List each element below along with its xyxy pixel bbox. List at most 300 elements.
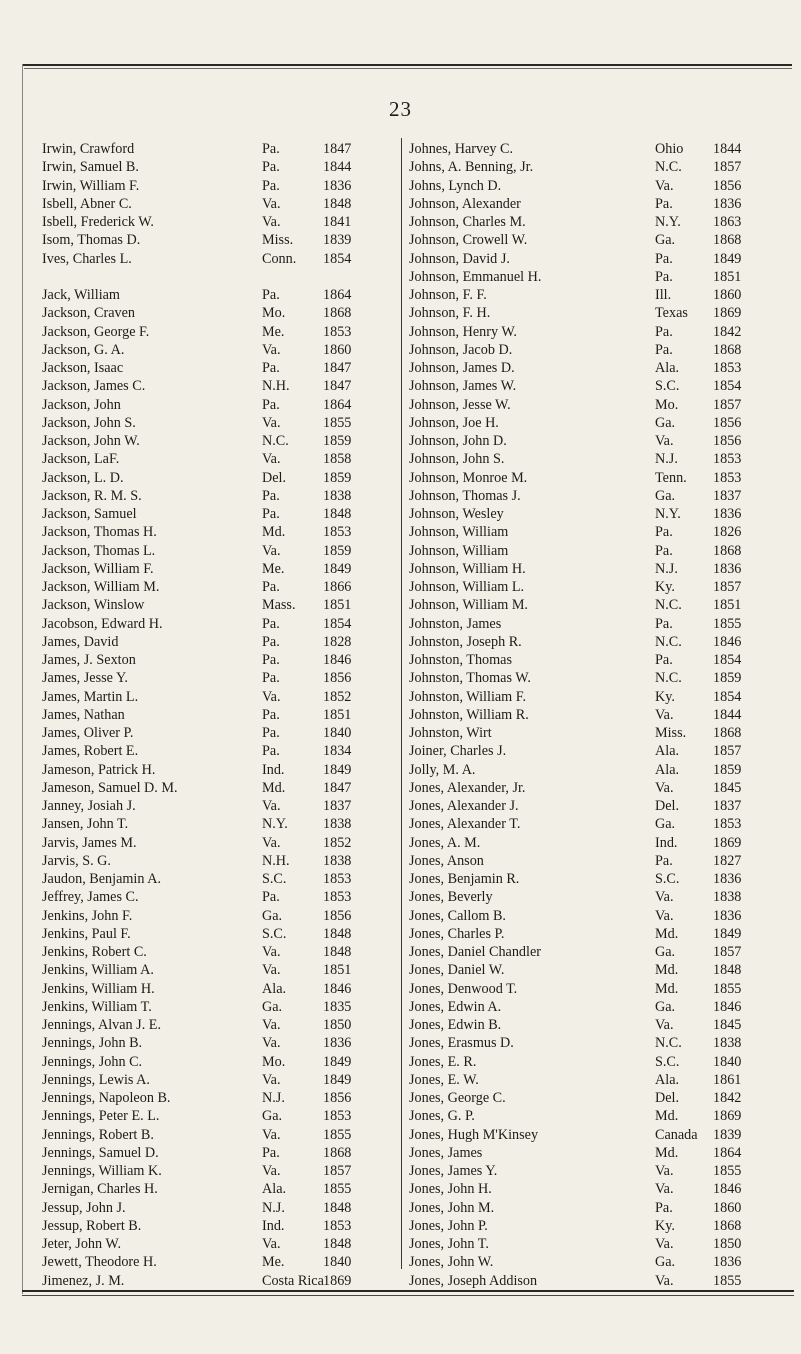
entry-year: 1868 xyxy=(713,1217,742,1234)
entry-name: Jewett, Theodore H. xyxy=(42,1254,157,1271)
entry-name: Jarvis, James M. xyxy=(42,834,137,851)
entry-row xyxy=(409,1034,781,1052)
entry-state: Pa. xyxy=(262,287,280,303)
entry-name: Johnson, F. F. xyxy=(409,287,487,303)
entry-name: Johnston, Joseph R. xyxy=(409,633,522,650)
entry-year: 1849 xyxy=(713,925,742,942)
entry-name: Jennings, Napoleon B. xyxy=(42,1090,171,1106)
entry-year: 1837 xyxy=(713,487,742,504)
entry-state: Pa. xyxy=(655,268,673,285)
entry-year: 1840 xyxy=(323,725,352,741)
entry-row xyxy=(42,761,394,779)
entry-row xyxy=(409,140,781,158)
entry-row xyxy=(42,1162,394,1180)
entry-state: Del. xyxy=(655,798,680,814)
entry-name: James, J. Sexton xyxy=(42,652,136,668)
entry-year: 1848 xyxy=(323,506,352,522)
entry-state: Pa. xyxy=(262,396,280,413)
entry-name: Jaudon, Benjamin A. xyxy=(42,871,162,887)
entry-row xyxy=(42,779,394,797)
entry-name: Johnson, Henry W. xyxy=(409,323,517,340)
entry-year: 1850 xyxy=(713,1236,742,1252)
entry-state: Va. xyxy=(262,341,281,358)
entry-year: 1869 xyxy=(713,834,742,851)
entry-row xyxy=(409,761,781,779)
entry-year: 1839 xyxy=(713,1126,742,1143)
entry-row xyxy=(409,414,781,432)
entry-name: Jackson, Winslow xyxy=(42,597,145,614)
entry-row xyxy=(409,505,781,523)
entry-name: Isom, Thomas D. xyxy=(42,232,141,249)
entry-year: 1868 xyxy=(713,232,742,249)
entry-name: Irwin, Samuel B. xyxy=(42,159,139,176)
entry-year: 1851 xyxy=(713,268,742,285)
entry-year: 1836 xyxy=(713,1254,742,1271)
entry-year: 1856 xyxy=(713,433,742,449)
entry-name: Jones, A. M. xyxy=(409,834,481,851)
entry-state: Pa. xyxy=(655,323,673,340)
entry-state: Miss. xyxy=(655,725,687,741)
entry-year: 1838 xyxy=(323,487,352,504)
entry-name: James, Martin L. xyxy=(42,688,139,705)
entry-name: Jones, Erasmus D. xyxy=(409,1035,514,1052)
entry-state: Ga. xyxy=(262,998,283,1015)
entry-name: Jarvis, S. G. xyxy=(42,852,111,869)
entry-row xyxy=(42,1107,394,1125)
entry-row xyxy=(409,1144,781,1162)
entry-year: 1854 xyxy=(713,378,742,395)
entry-name: Jackson, George F. xyxy=(42,323,150,340)
entry-state: Me. xyxy=(262,560,285,577)
entry-year: 1864 xyxy=(323,287,352,303)
entry-state: Pa. xyxy=(262,706,280,723)
entry-name: Jones, Denwood T. xyxy=(409,980,518,997)
entry-name: Jackson, John xyxy=(42,396,121,413)
entry-year: 1836 xyxy=(713,506,742,522)
entry-name: Johnson, Wesley xyxy=(409,506,504,522)
entry-row xyxy=(409,231,781,249)
entry-name: Jackson, Isaac xyxy=(42,360,124,376)
entry-year: 1828 xyxy=(323,633,352,650)
entry-name: Jones, Edwin A. xyxy=(409,998,502,1015)
entry-name: Jackson, William F. xyxy=(42,560,154,577)
entry-name: Jennings, Peter E. L. xyxy=(42,1108,160,1125)
entry-year: 1844 xyxy=(323,159,352,176)
entry-year: 1836 xyxy=(323,1035,352,1052)
entry-row xyxy=(42,377,394,395)
entry-row xyxy=(42,1071,394,1089)
entry-row xyxy=(42,998,394,1016)
entry-year: 1855 xyxy=(713,980,742,997)
entry-year: 1855 xyxy=(323,1181,352,1198)
entry-state: Pa. xyxy=(655,250,673,267)
entry-name: Johnson, Jacob D. xyxy=(409,341,513,358)
entry-row xyxy=(42,414,394,432)
entry-year: 1835 xyxy=(323,998,352,1015)
entry-year: 1842 xyxy=(713,323,742,340)
entry-name: Jones, G. P. xyxy=(409,1108,475,1125)
entry-name: Jones, Anson xyxy=(409,852,484,869)
entry-state: Md. xyxy=(655,980,679,997)
entry-year: 1839 xyxy=(323,232,352,249)
entry-state: Me. xyxy=(262,323,285,340)
entry-row xyxy=(409,213,781,231)
entry-state: Pa. xyxy=(262,159,280,176)
entry-row xyxy=(409,304,781,322)
right-column xyxy=(409,140,781,1290)
entry-name: Irwin, William F. xyxy=(42,177,140,194)
entry-row xyxy=(42,213,394,231)
entry-row xyxy=(409,542,781,560)
entry-name: Jernigan, Charles H. xyxy=(42,1181,158,1198)
entry-row xyxy=(42,1126,394,1144)
entry-name: Jansen, John T. xyxy=(42,816,129,833)
entry-row xyxy=(42,1253,394,1271)
entry-state: Pa. xyxy=(262,725,280,741)
entry-row xyxy=(409,578,781,596)
entry-row xyxy=(42,852,394,870)
entry-year: 1853 xyxy=(323,889,352,906)
entry-year: 1841 xyxy=(323,214,352,230)
entry-year: 1858 xyxy=(323,451,352,468)
entry-row xyxy=(409,888,781,906)
entry-row xyxy=(409,560,781,578)
entry-row xyxy=(42,888,394,906)
entry-row xyxy=(42,797,394,815)
entry-name: Jackson, LaF. xyxy=(42,451,120,468)
entry-year: 1850 xyxy=(323,1017,352,1033)
entry-row xyxy=(409,870,781,888)
entry-row xyxy=(409,195,781,213)
entry-name: Jones, Alexander J. xyxy=(409,798,519,814)
entry-name: Jones, E. R. xyxy=(409,1053,477,1070)
entry-name: Jennings, Samuel D. xyxy=(42,1144,159,1161)
entry-year: 1863 xyxy=(713,214,742,230)
entry-year: 1848 xyxy=(713,962,742,979)
entry-year: 1854 xyxy=(713,652,742,668)
entry-name: Johns, A. Benning, Jr. xyxy=(409,159,534,176)
entry-year: 1849 xyxy=(323,560,352,577)
entry-row xyxy=(42,1144,394,1162)
entry-year: 1855 xyxy=(713,1272,742,1289)
entry-name: Jenkins, Robert C. xyxy=(42,944,147,960)
entry-year: 1853 xyxy=(323,1217,352,1234)
entry-name: Jones, Alexander T. xyxy=(409,816,521,833)
entry-state: Va. xyxy=(262,1035,281,1052)
entry-state: S.C. xyxy=(655,1053,680,1070)
entry-row xyxy=(42,286,394,304)
entry-name: Jackson, Samuel xyxy=(42,506,137,522)
entry-year: 1857 xyxy=(713,944,742,960)
entry-row xyxy=(42,1272,394,1290)
entry-state: Canada xyxy=(655,1126,698,1143)
entry-name: James, Robert E. xyxy=(42,743,139,760)
entry-year: 1856 xyxy=(713,177,742,194)
entry-year: 1849 xyxy=(713,250,742,267)
entry-state: Pa. xyxy=(262,487,280,504)
entry-row xyxy=(409,1053,781,1071)
entry-state: Miss. xyxy=(262,232,294,249)
entry-row xyxy=(409,268,781,286)
entry-state: Md. xyxy=(262,524,286,541)
entry-state: Pa. xyxy=(655,852,673,869)
entry-state: Pa. xyxy=(655,341,673,358)
entry-state: Pa. xyxy=(262,615,280,632)
entry-state: Pa. xyxy=(262,1144,280,1161)
entry-state: Mo. xyxy=(655,396,679,413)
entry-state: Ala. xyxy=(655,360,680,376)
entry-name: Jones, Edwin B. xyxy=(409,1017,502,1033)
entry-name: Johnson, William xyxy=(409,524,509,541)
entry-state: Md. xyxy=(262,779,286,796)
entry-name: Jones, George C. xyxy=(409,1090,506,1106)
entry-name: Jenkins, William A. xyxy=(42,962,154,979)
entry-year: 1838 xyxy=(323,816,352,833)
entry-name: Jones, Benjamin R. xyxy=(409,871,520,887)
entry-name: Johnson, Charles M. xyxy=(409,214,526,230)
entry-year: 1853 xyxy=(323,323,352,340)
entry-name: Jeffrey, James C. xyxy=(42,889,139,906)
bottom-border-rule xyxy=(22,1290,794,1292)
entry-state: Va. xyxy=(262,214,281,230)
entry-state: Va. xyxy=(262,195,281,212)
entry-state: Md. xyxy=(655,962,679,979)
entry-row xyxy=(409,834,781,852)
top-border-rule-inner xyxy=(24,68,792,69)
entry-state: Md. xyxy=(655,1108,679,1125)
entry-row xyxy=(409,341,781,359)
entry-year: 1827 xyxy=(713,852,742,869)
entry-state: N.C. xyxy=(655,1035,682,1052)
entry-year: 1846 xyxy=(323,652,352,668)
entry-name: Johnson, James D. xyxy=(409,360,515,376)
entry-row xyxy=(42,633,394,651)
entry-year: 1836 xyxy=(323,177,352,194)
entry-name: Johnson, Emmanuel H. xyxy=(409,268,542,285)
entry-year: 1857 xyxy=(323,1163,352,1179)
entry-state: S.C. xyxy=(262,871,287,887)
entry-year: 1854 xyxy=(323,250,352,267)
entry-name: Johnson, Crowell W. xyxy=(409,232,528,249)
entry-year: 1854 xyxy=(713,688,742,705)
entry-row xyxy=(409,980,781,998)
entry-year: 1859 xyxy=(323,542,352,559)
entry-state: Ga. xyxy=(655,998,676,1015)
entry-state: N.C. xyxy=(655,670,682,687)
entry-year: 1866 xyxy=(323,579,352,595)
entry-row xyxy=(42,651,394,669)
entry-state: Del. xyxy=(262,469,287,486)
entry-state: Ala. xyxy=(655,1071,680,1088)
entry-state: Ga. xyxy=(262,1108,283,1125)
entry-state: Va. xyxy=(655,1181,674,1198)
entry-name: Jackson, R. M. S. xyxy=(42,487,142,504)
entry-state: Del. xyxy=(655,1090,680,1106)
entry-row xyxy=(409,669,781,687)
entry-name: Jolly, M. A. xyxy=(409,761,476,778)
entry-row xyxy=(409,907,781,925)
column-divider xyxy=(401,138,402,1269)
entry-year: 1844 xyxy=(713,706,742,723)
entry-state: S.C. xyxy=(262,925,287,942)
entry-year: 1847 xyxy=(323,141,352,157)
entry-state: Ill. xyxy=(655,287,672,303)
entry-row xyxy=(409,1071,781,1089)
entry-state: Va. xyxy=(262,1236,281,1252)
entry-row xyxy=(409,1217,781,1235)
entry-year: 1855 xyxy=(323,1126,352,1143)
entry-row xyxy=(42,1016,394,1034)
entry-name: Jenkins, William H. xyxy=(42,980,155,997)
entry-state: N.J. xyxy=(262,1090,285,1106)
entry-state: Md. xyxy=(655,925,679,942)
entry-state: Va. xyxy=(262,834,281,851)
entry-state: Va. xyxy=(262,688,281,705)
entry-row xyxy=(42,140,394,158)
entry-row xyxy=(409,779,781,797)
entry-row xyxy=(42,359,394,377)
entry-row xyxy=(42,542,394,560)
entry-year: 1826 xyxy=(713,524,742,541)
entry-state: Va. xyxy=(262,542,281,559)
entry-year: 1851 xyxy=(323,962,352,979)
entry-row xyxy=(42,1199,394,1217)
entry-name: Johnson, William L. xyxy=(409,579,525,595)
entry-state: Texas xyxy=(655,305,688,322)
entry-state: Pa. xyxy=(655,615,673,632)
entry-year: 1864 xyxy=(323,396,352,413)
entry-name: Johnson, Joe H. xyxy=(409,414,499,431)
entry-name: Jenkins, Paul F. xyxy=(42,925,131,942)
entry-row xyxy=(42,706,394,724)
entry-name: Jones, John H. xyxy=(409,1181,492,1198)
entry-name: Jessup, Robert B. xyxy=(42,1217,142,1234)
entry-state: Mo. xyxy=(262,1053,286,1070)
entry-row xyxy=(409,742,781,760)
entry-name: Jackson, G. A. xyxy=(42,341,125,358)
entry-state: Va. xyxy=(262,1017,281,1033)
entry-name: James, David xyxy=(42,633,119,650)
entry-state: Ga. xyxy=(655,414,676,431)
entry-year: 1853 xyxy=(713,360,742,376)
entry-row xyxy=(42,1089,394,1107)
entry-row xyxy=(409,377,781,395)
entry-row xyxy=(409,323,781,341)
entry-name: Jenkins, William T. xyxy=(42,998,152,1015)
entry-year: 1846 xyxy=(713,633,742,650)
entry-name: Johnston, Thomas xyxy=(409,652,512,668)
entry-row xyxy=(409,943,781,961)
entry-year: 1836 xyxy=(713,560,742,577)
entry-row xyxy=(42,961,394,979)
entry-row xyxy=(409,998,781,1016)
entry-state: Va. xyxy=(655,177,674,194)
entry-name: Jones, Beverly xyxy=(409,889,493,906)
entry-state: Va. xyxy=(262,944,281,960)
entry-year: 1849 xyxy=(323,1071,352,1088)
entry-row xyxy=(409,724,781,742)
entry-state: Va. xyxy=(655,706,674,723)
entry-name: Jones, John T. xyxy=(409,1236,489,1252)
entry-name: Jones, Daniel W. xyxy=(409,962,505,979)
entry-name: Jackson, L. D. xyxy=(42,469,124,486)
entry-name: Ives, Charles L. xyxy=(42,250,132,267)
entry-year: 1840 xyxy=(713,1053,742,1070)
entry-row xyxy=(42,195,394,213)
entry-row xyxy=(409,1180,781,1198)
entry-year: 1840 xyxy=(323,1254,352,1271)
entry-name: Jameson, Samuel D. M. xyxy=(42,779,178,796)
entry-name: Jennings, Robert B. xyxy=(42,1126,154,1143)
entry-year: 1868 xyxy=(323,1144,352,1161)
entry-year: 1856 xyxy=(713,414,742,431)
entry-row xyxy=(42,1217,394,1235)
entry-state: Va. xyxy=(262,414,281,431)
entry-year: 1856 xyxy=(323,1090,352,1106)
entry-row xyxy=(42,250,394,268)
entry-row xyxy=(409,1016,781,1034)
entry-state: Va. xyxy=(262,1163,281,1179)
entry-state: Ala. xyxy=(262,1181,287,1198)
entry-state: N.J. xyxy=(262,1199,285,1216)
entry-name: Johnston, Thomas W. xyxy=(409,670,531,687)
entry-row xyxy=(409,596,781,614)
entry-state: Pa. xyxy=(262,141,280,157)
bottom-border-rule-inner xyxy=(22,1295,794,1296)
entry-row xyxy=(409,1199,781,1217)
entry-state: Va. xyxy=(655,1272,674,1289)
entry-state: N.C. xyxy=(655,633,682,650)
entry-year: 1838 xyxy=(713,889,742,906)
entry-year: 1853 xyxy=(323,871,352,887)
entry-name: Jones, Alexander, Jr. xyxy=(409,779,526,796)
entry-state: Ga. xyxy=(655,1254,676,1271)
entry-year: 1837 xyxy=(713,798,742,814)
entry-year: 1851 xyxy=(323,597,352,614)
entry-row xyxy=(42,304,394,322)
entry-row xyxy=(42,742,394,760)
entry-name: Jackson, John W. xyxy=(42,433,140,449)
entry-name: Jackson, Craven xyxy=(42,305,135,322)
entry-row xyxy=(42,943,394,961)
entry-year: 1847 xyxy=(323,360,352,376)
entry-name: Jones, John M. xyxy=(409,1199,495,1216)
entry-year: 1836 xyxy=(713,195,742,212)
entry-state: Pa. xyxy=(262,177,280,194)
entry-state: Conn. xyxy=(262,250,297,267)
entry-year: 1853 xyxy=(713,451,742,468)
entry-name: Jessup, John J. xyxy=(42,1199,126,1216)
entry-year: 1845 xyxy=(713,779,742,796)
entry-year: 1847 xyxy=(323,378,352,395)
entry-row xyxy=(409,286,781,304)
entry-state: N.Y. xyxy=(655,506,681,522)
entry-state: Costa Rica xyxy=(262,1272,324,1289)
entry-year: 1857 xyxy=(713,579,742,595)
entry-state: Ga. xyxy=(262,907,283,924)
entry-state: N.Y. xyxy=(655,214,681,230)
entry-state: Ind. xyxy=(655,834,678,851)
entry-row xyxy=(409,688,781,706)
entry-year: 1844 xyxy=(713,141,742,157)
entry-row xyxy=(409,961,781,979)
entry-year: 1836 xyxy=(713,907,742,924)
entry-row xyxy=(42,1053,394,1071)
entry-year: 1846 xyxy=(713,998,742,1015)
left-border-rule xyxy=(22,64,23,1294)
entry-row xyxy=(409,250,781,268)
entry-row xyxy=(42,615,394,633)
